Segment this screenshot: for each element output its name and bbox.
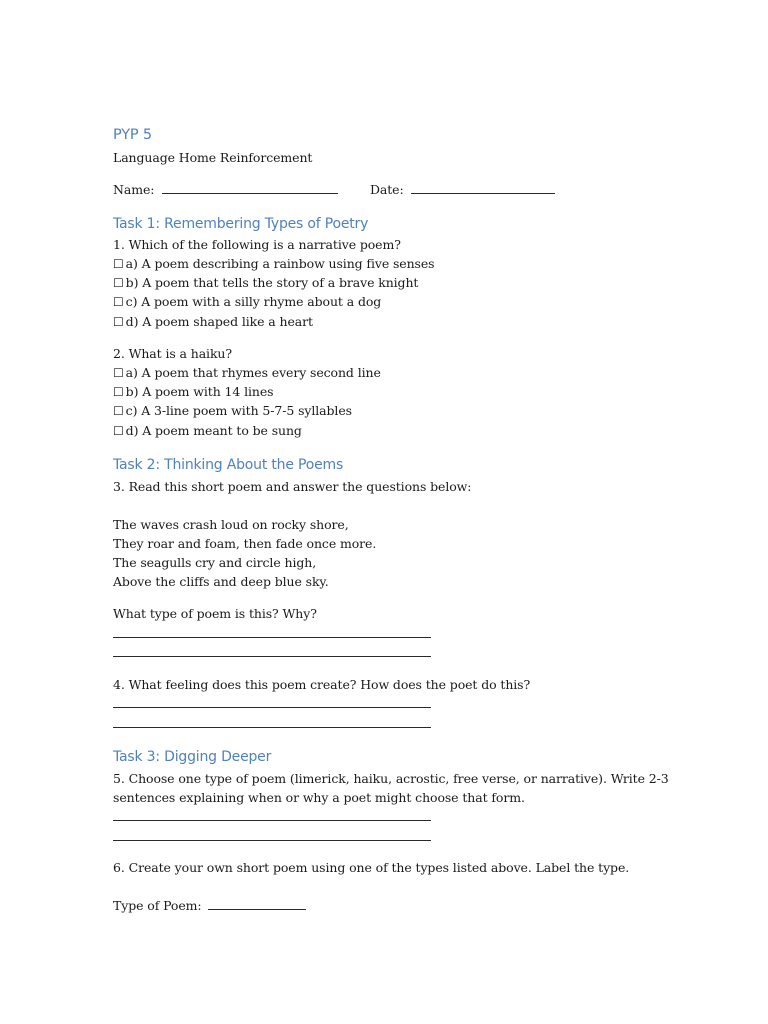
q2-option-b[interactable] [113, 384, 273, 400]
name-date-row [113, 182, 555, 198]
page-title: PYP 5 [113, 127, 152, 143]
q4-question: 4. What feeling does this poem create? How does the poet do this? [113, 677, 531, 692]
q5-line-2: sentences explaining when or why a poet might choose that form. [113, 790, 525, 805]
poem-line: The waves crash loud on rocky shore, [113, 517, 349, 532]
option-label: c) A 3-line poem with 5-7-5 syllables [125, 403, 352, 418]
q1-option-a[interactable] [113, 256, 434, 272]
q3-question: 3. Read this short poem and answer the questions below: [113, 479, 472, 494]
q1-option-c[interactable] [113, 294, 381, 310]
type-of-poem-label: Type of Poem: [113, 898, 202, 913]
q6-question: 6. Create your own short poem using one of the types listed above. Label the type. [113, 860, 630, 875]
answer-line[interactable] [113, 707, 431, 708]
answer-line[interactable] [113, 637, 431, 638]
poem-line: Above the cliffs and deep blue sky. [113, 574, 329, 589]
q2-option-d[interactable] [113, 423, 302, 439]
q1-question: 1. Which of the following is a narrative poem? [113, 237, 401, 252]
checkbox-icon[interactable]: ☐ [113, 295, 124, 309]
date-label: Date: [369, 182, 404, 197]
checkbox-icon[interactable]: ☐ [113, 385, 124, 399]
option-label: b) A poem that tells the story of a brave knight [125, 275, 419, 290]
q2-option-a[interactable] [113, 365, 381, 381]
q5-line-1: 5. Choose one type of poem (limerick, haiku, acrostic, free verse, or narrative). Write 2-3 [113, 771, 669, 786]
task3-heading: Task 3: Digging Deeper [113, 749, 272, 765]
poem-line: The seagulls cry and circle high, [113, 555, 317, 570]
option-label: a) A poem that rhymes every second line [125, 365, 381, 380]
checkbox-icon[interactable]: ☐ [113, 366, 124, 380]
answer-line[interactable] [113, 727, 431, 728]
checkbox-icon[interactable]: ☐ [113, 257, 124, 271]
answer-line[interactable] [113, 840, 431, 841]
q1-option-d[interactable] [113, 314, 313, 330]
date-field[interactable] [411, 182, 555, 194]
type-of-poem-row [113, 898, 306, 914]
option-label: d) A poem shaped like a heart [125, 314, 313, 329]
answer-line[interactable] [113, 820, 431, 821]
poem-line: They roar and foam, then fade once more. [113, 536, 377, 551]
q2-question: 2. What is a haiku? [113, 346, 232, 361]
task1-heading: Task 1: Remembering Types of Poetry [113, 216, 369, 232]
option-label: a) A poem describing a rainbow using five senses [125, 256, 435, 271]
q2-option-c[interactable] [113, 403, 352, 419]
type-of-poem-field[interactable] [208, 898, 306, 910]
q1-option-b[interactable] [113, 275, 418, 291]
checkbox-icon[interactable]: ☐ [113, 404, 124, 418]
checkbox-icon[interactable]: ☐ [113, 276, 124, 290]
name-field[interactable] [162, 182, 338, 194]
checkbox-icon[interactable]: ☐ [113, 424, 124, 438]
option-label: b) A poem with 14 lines [125, 384, 274, 399]
name-label: Name: [113, 182, 155, 197]
option-label: d) A poem meant to be sung [125, 423, 302, 438]
option-label: c) A poem with a silly rhyme about a dog [125, 294, 382, 309]
checkbox-icon[interactable]: ☐ [113, 315, 124, 329]
answer-line[interactable] [113, 656, 431, 657]
task2-heading: Task 2: Thinking About the Poems [113, 457, 344, 473]
page-subtitle: Language Home Reinforcement [113, 150, 313, 165]
q3-prompt: What type of poem is this? Why? [113, 606, 317, 621]
